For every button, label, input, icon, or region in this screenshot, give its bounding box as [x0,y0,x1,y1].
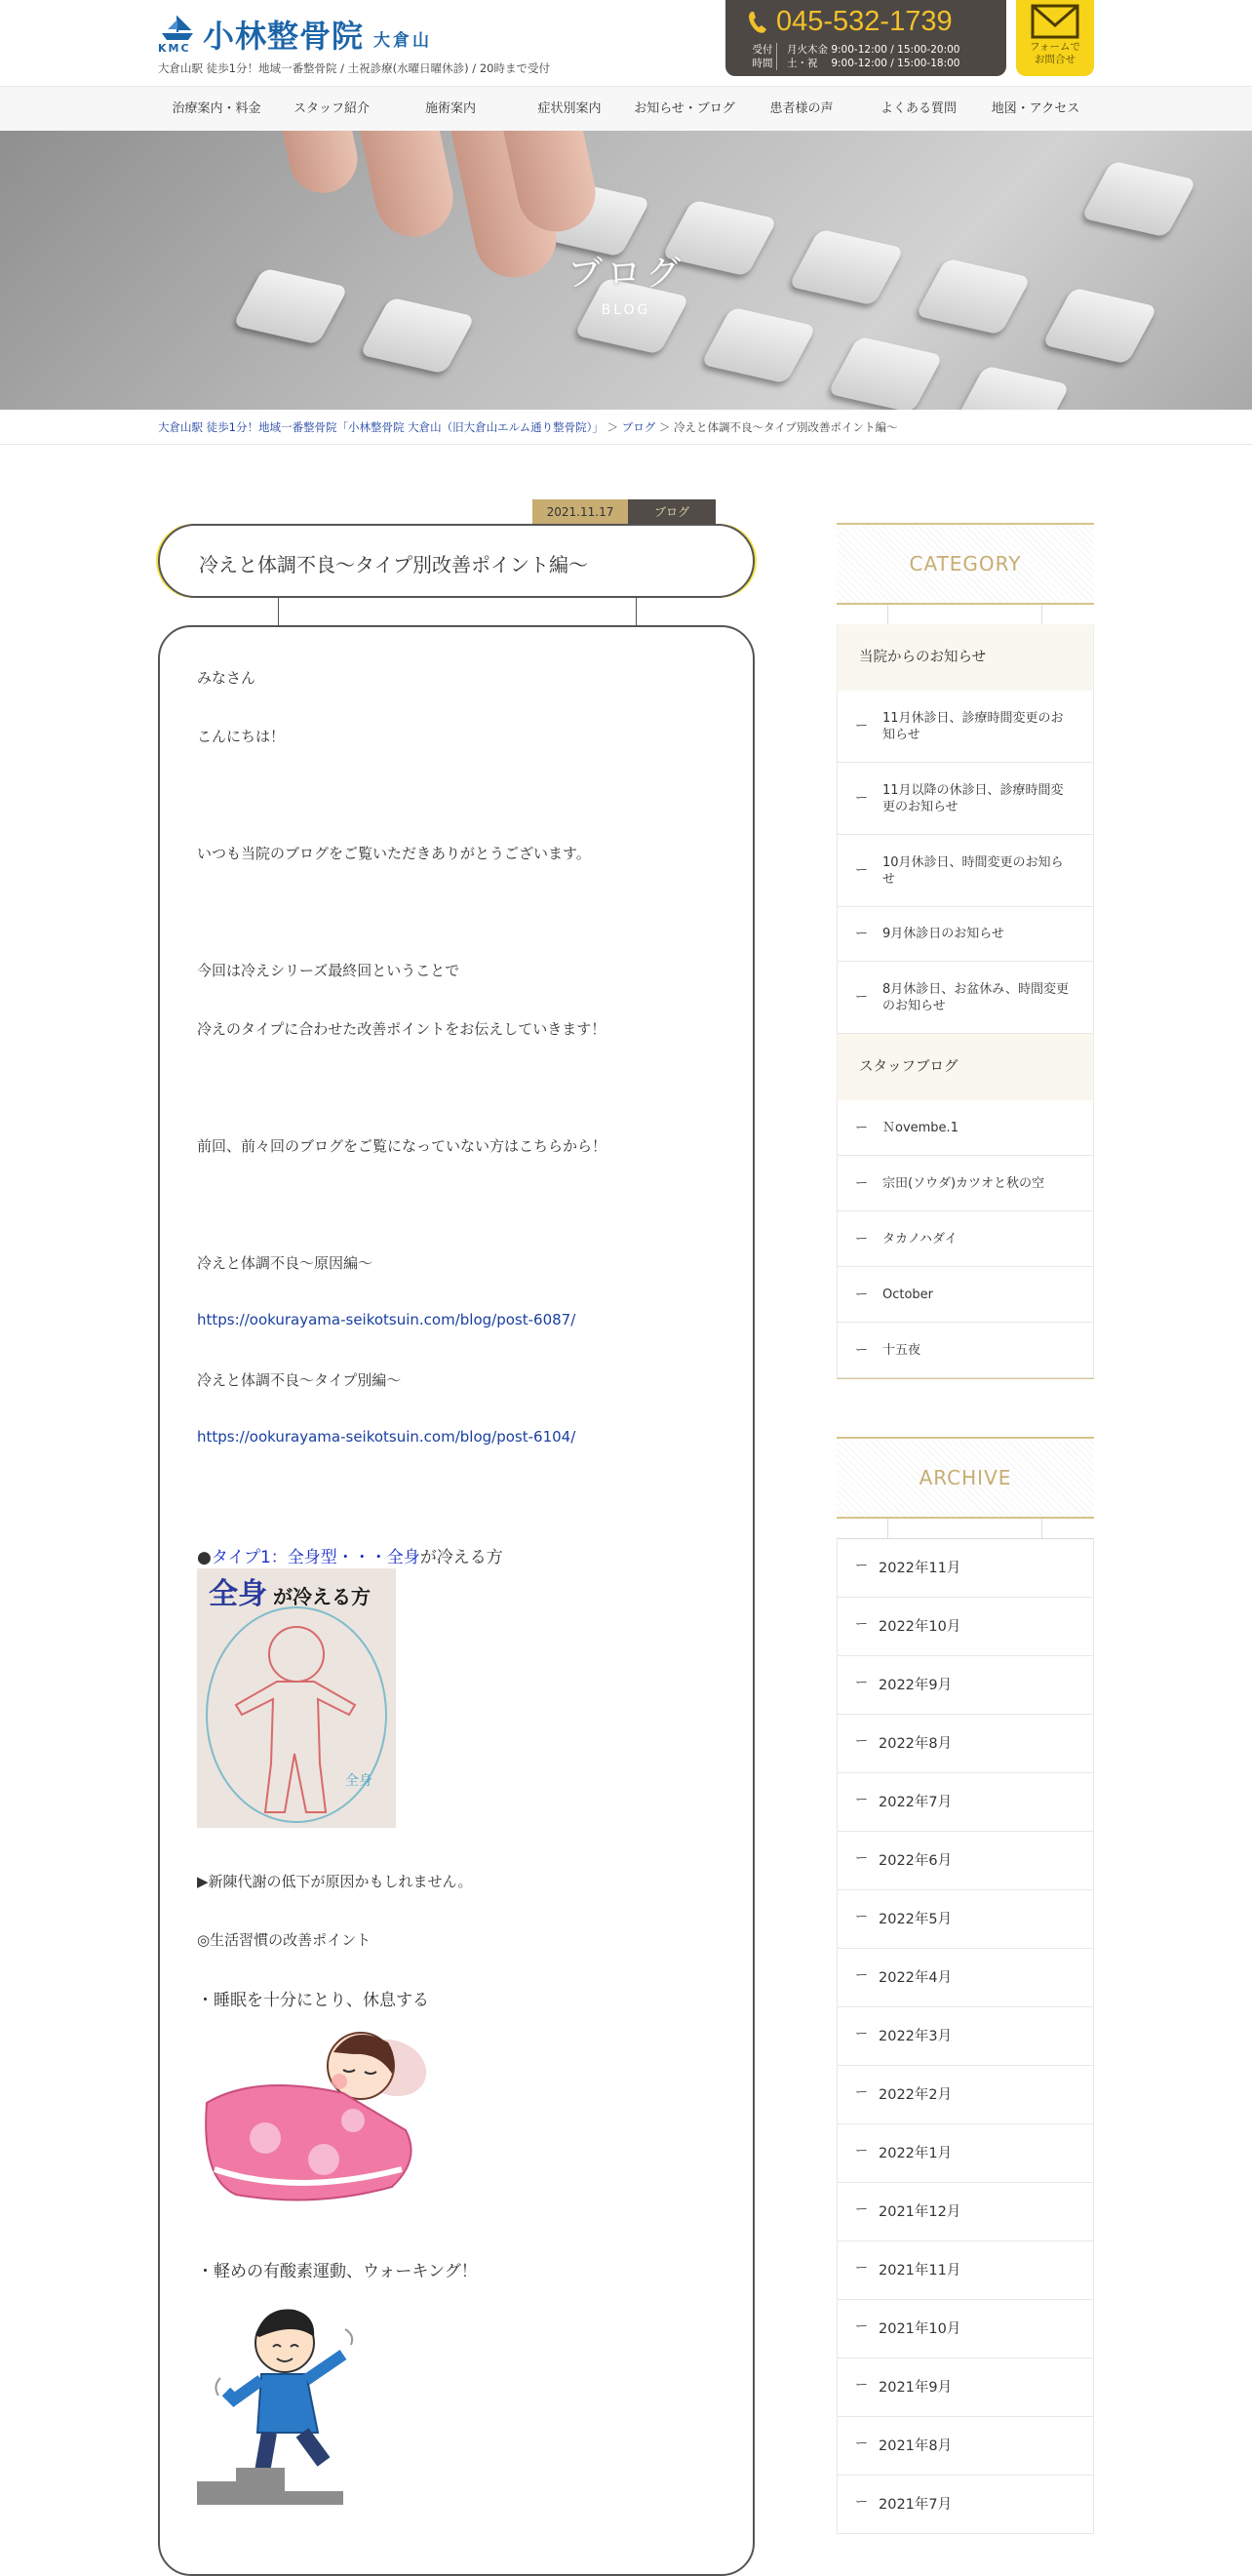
archive-item[interactable]: ー 2021年8月 [837,2417,1094,2476]
post-paragraph: ・睡眠を十分にとり、休息する [197,1991,429,2010]
archive-item[interactable]: ー 2021年10月 [837,2300,1094,2358]
archive-item[interactable]: ー 2021年9月 [837,2358,1094,2417]
post-paragraph: 冷えのタイプに合わせた改善ポイントをお伝えしていきます！ [197,1020,606,1038]
category-item[interactable]: ー Ｎovembe.1 [837,1100,1094,1156]
nav-item-staff[interactable]: スタッフ紹介 [293,101,370,116]
post-link-cause[interactable]: https://ookurayama-seikotsuin.com/blog/post-6087/ [197,1311,576,1328]
category-list [837,624,1094,1379]
contact-form-button[interactable]: フォームで お問合せ [1016,0,1094,76]
post-paragraph: 冷えと体調不良～原因編～ [197,1254,373,1272]
phone-box[interactable] [725,0,1006,76]
post-link-types[interactable]: https://ookurayama-seikotsuin.com/blog/post-6104/ [197,1428,576,1446]
post-paragraph: こんにちは！ [197,728,286,745]
post-title-box [158,524,755,598]
category-heading: CATEGORY [837,523,1094,605]
sleeping-person-illustration [197,2013,431,2208]
logo-name: 小林整骨院 [203,18,365,55]
logo-location: 大倉山 [373,30,433,51]
nav-item-symptoms[interactable]: 症状別案内 [537,101,602,116]
main-nav [0,86,1252,133]
archive-item[interactable]: ー 2022年10月 [837,1598,1094,1656]
archive-item[interactable]: ー 2022年3月 [837,2007,1094,2066]
post-paragraph: ◎生活習慣の改善ポイント [197,1931,372,1949]
category-item[interactable]: ー October [837,1267,1094,1323]
archive-item[interactable]: ー 2021年11月 [837,2241,1094,2300]
post-paragraph: いつも当院のブログをご覧いただきありがとうございます。 [197,845,591,862]
nav-item-treatments[interactable]: 施術案内 [424,101,476,116]
hero-banner [0,131,1252,410]
svg-text:全身: 全身 [209,1577,267,1611]
site-logo[interactable] [158,12,432,57]
page-subtitle: BLOG [601,302,651,318]
breadcrumb: 大倉山駅 徒歩1分！地域一番整骨院「小林整骨院 大倉山（旧大倉山エルム通り整骨院）」 ＞ ブログ ＞ 冷えと体調不良～タイプ別改善ポイント編～ [158,420,898,434]
breadcrumb-blog[interactable]: ブログ [621,420,656,434]
archive-item[interactable]: ー 2021年12月 [837,2183,1094,2241]
category-item[interactable]: ー 9月休診日のお知らせ [837,907,1094,962]
reception-hours: 受付 時間 月火木金 9:00-12:00 / 15:00-20:00 土・祝 9:00-12:00 / 15:00-18:00 [749,43,960,70]
archive-item[interactable]: ー 2022年9月 [837,1656,1094,1715]
category-item[interactable]: ー 8月休診日、お盆休み、時間変更のお知らせ [837,962,1094,1034]
post-paragraph: 今回は冷えシリーズ最終回ということで [197,962,460,979]
archive-item[interactable]: ー 2022年8月 [837,1715,1094,1773]
archive-item[interactable]: ー 2022年7月 [837,1773,1094,1832]
breadcrumb-current: 冷えと体調不良～タイプ別改善ポイント編～ [674,420,898,434]
category-group-notices[interactable]: 当院からのお知らせ [837,624,1094,691]
post-date: 2021.11.17 [532,499,628,525]
category-item[interactable]: ー タカノハダイ [837,1211,1094,1267]
category-item[interactable]: ー 11月休診日、診療時間変更のお知らせ [837,691,1094,763]
breadcrumb-home[interactable]: 大倉山駅 徒歩1分！地域一番整骨院「小林整骨院 大倉山（旧大倉山エルム通り整骨院）」 [158,420,604,434]
category-item[interactable]: ー 宗田(ソウダ)カツオと秋の空 [837,1156,1094,1211]
category-item[interactable]: ー 11月以降の休診日、診療時間変更のお知らせ [837,763,1094,835]
post-title: 冷えと体調不良～タイプ別改善ポイント編～ [199,553,588,576]
nav-item-faq[interactable]: よくある質問 [880,101,957,116]
type-heading: ●タイプ1：全身型・・・全身が冷える方 [197,1548,503,1567]
category-item[interactable]: ー 十五夜 [837,1323,1094,1378]
phone-icon [747,10,768,35]
post-paragraph: 前回、前々回のブログをご覧になっていない方はこちらから！ [197,1137,607,1155]
archive-item[interactable]: ー 2022年4月 [837,1949,1094,2007]
post-paragraph: ・軽めの有酸素運動、ウォーキング！ [197,2262,478,2281]
nav-item-voices[interactable]: 患者様の声 [769,101,834,116]
archive-item[interactable]: ー 2022年1月 [837,2124,1094,2183]
post-paragraph: ▶新陳代謝の低下が原因かもしれません。 [197,1873,473,1890]
nav-item-access[interactable]: 地図・アクセス [991,101,1080,116]
archive-item[interactable]: ー 2022年6月 [837,1832,1094,1890]
post-paragraph: みなさん [197,669,256,687]
archive-item[interactable]: ー 2022年11月 [837,1539,1094,1598]
post-paragraph: 冷えと体調不良～タイプ別編～ [197,1371,402,1389]
archive-list [837,1539,1094,2534]
category-item[interactable]: ー 10月休診日、時間変更のお知らせ [837,835,1094,907]
phone-number: 045-532-1739 [776,6,953,37]
svg-text:が冷える方: が冷える方 [273,1585,371,1608]
category-group-staff-blog[interactable]: スタッフブログ [837,1034,1094,1100]
svg-text:全身: 全身 [345,1773,372,1789]
header-tagline: 大倉山駅 徒歩1分！地域一番整骨院 / 土祝診療(水曜日曜休診) / 20時まで受付 [158,61,550,75]
whole-body-cold-illustration [197,1568,396,1828]
nav-item-news-blog[interactable]: お知らせ・ブログ [634,101,735,116]
archive-heading: ARCHIVE [837,1437,1094,1519]
logo-kmc: KMC [158,42,191,55]
site-header [0,0,1252,86]
archive-item[interactable]: ー 2022年2月 [837,2066,1094,2124]
post-category[interactable]: ブログ [628,499,716,525]
mail-icon [1031,4,1079,41]
page-title: ブログ [567,254,685,294]
archive-item[interactable]: ー 2021年7月 [837,2476,1094,2534]
ship-logo-icon [158,13,197,56]
walking-stairs-illustration [197,2286,402,2505]
nav-item-treatment-fees[interactable]: 治療案内・料金 [172,101,261,116]
archive-item[interactable]: ー 2022年5月 [837,1890,1094,1949]
